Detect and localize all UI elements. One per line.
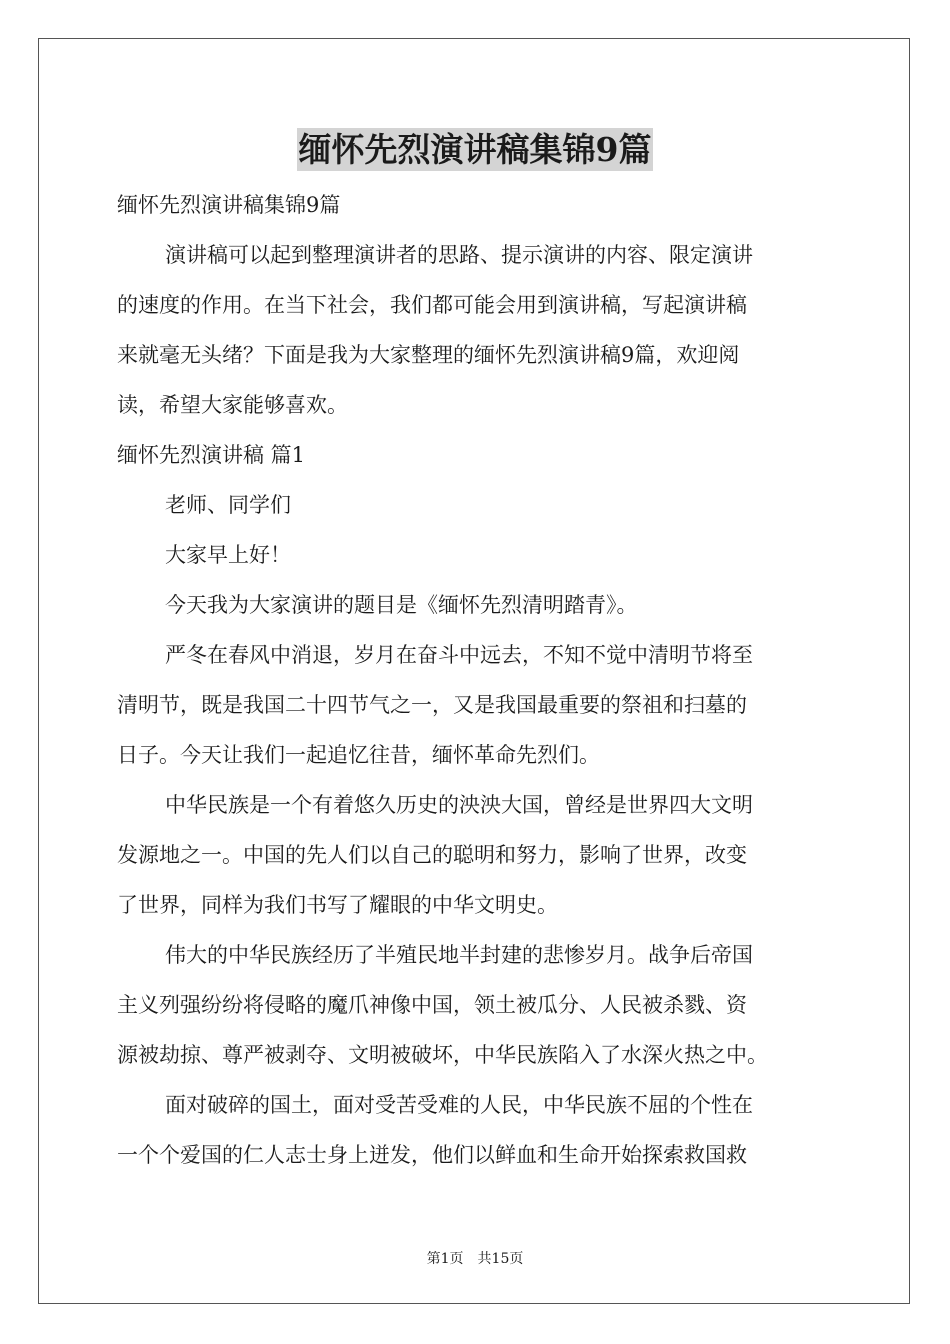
text-line: 源被劫掠、尊严被剥夺、文明被破坏，中华民族陷入了水深火热之中。 xyxy=(117,1043,768,1067)
text-line: 伟大的中华民族经历了半殖民地半封建的悲惨岁月。战争后帝国 xyxy=(165,943,753,967)
page-number-footer: 第1页 共15页 xyxy=(426,1251,524,1267)
text-line: 演讲稿可以起到整理演讲者的思路、提示演讲的内容、限定演讲 xyxy=(165,243,753,267)
text-line: 面对破碎的国土，面对受苦受难的人民，中华民族不屈的个性在 xyxy=(165,1093,753,1117)
text-line: 来就毫无头绪？下面是我为大家整理的缅怀先烈演讲稿9篇，欢迎阅 xyxy=(117,343,740,367)
document-title: 缅怀先烈演讲稿集锦9篇 xyxy=(298,130,652,169)
text-line: 清明节，既是我国二十四节气之一，又是我国最重要的祭祖和扫墓的 xyxy=(117,693,747,717)
text-line: 一个个爱国的仁人志士身上迸发，他们以鲜血和生命开始探索救国救 xyxy=(117,1143,747,1167)
text-line: 大家早上好！ xyxy=(165,543,291,567)
text-line: 发源地之一。中国的先人们以自己的聪明和努力，影响了世界，改变 xyxy=(117,843,747,867)
text-line: 中华民族是一个有着悠久历史的泱泱大国，曾经是世界四大文明 xyxy=(165,793,753,817)
section-heading: 缅怀先烈演讲稿 篇1 xyxy=(117,443,306,467)
text-line: 缅怀先烈演讲稿集锦9篇 xyxy=(117,193,341,217)
text-line: 的速度的作用。在当下社会，我们都可能会用到演讲稿，写起演讲稿 xyxy=(117,293,747,317)
document-title-container xyxy=(0,124,950,171)
text-line: 读，希望大家能够喜欢。 xyxy=(117,393,348,417)
text-line: 主义列强纷纷将侵略的魔爪神像中国，领土被瓜分、人民被杀戮、资 xyxy=(117,993,747,1017)
text-line: 今天我为大家演讲的题目是《缅怀先烈清明踏青》。 xyxy=(165,593,638,617)
text-line: 老师、同学们 xyxy=(165,493,291,517)
text-line: 了世界，同样为我们书写了耀眼的中华文明史。 xyxy=(117,893,558,917)
document-body xyxy=(117,180,837,1180)
text-line: 严冬在春风中消退，岁月在奋斗中远去，不知不觉中清明节将至 xyxy=(165,643,753,667)
text-line: 日子。今天让我们一起追忆往昔，缅怀革命先烈们。 xyxy=(117,743,600,767)
